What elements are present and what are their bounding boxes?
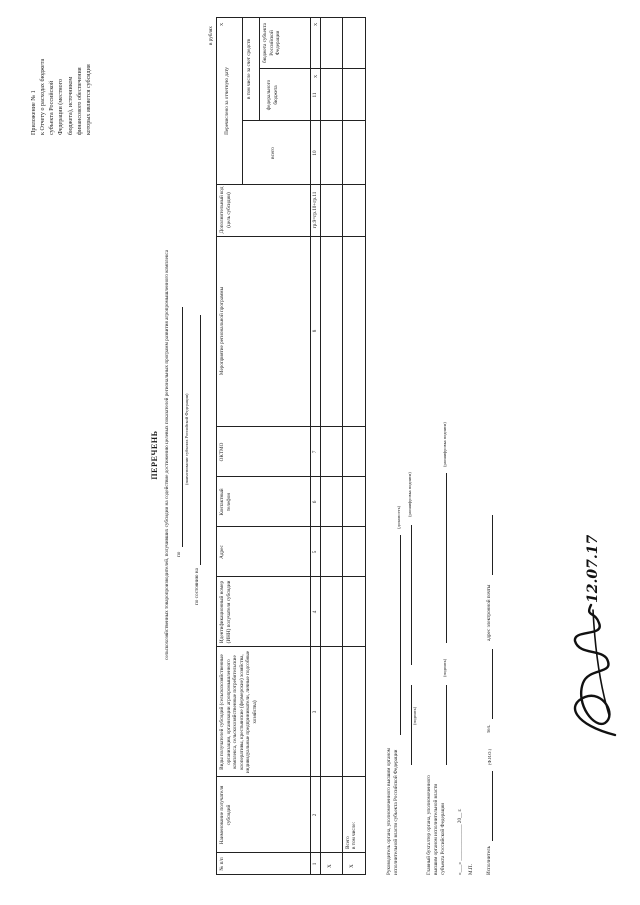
col-line bbox=[216, 776, 366, 777]
head-decoding-line bbox=[411, 525, 412, 665]
handwritten-date: 12.07.17 bbox=[585, 535, 601, 603]
as-of-line bbox=[200, 315, 201, 565]
appendix-line: которых является субсидия bbox=[85, 64, 92, 135]
head-position-line bbox=[400, 535, 401, 735]
col-line bbox=[216, 476, 366, 477]
col-number: гр.9=гр.10+гр.11 bbox=[312, 191, 318, 229]
col-number: 5 bbox=[312, 550, 318, 554]
executor-line bbox=[492, 771, 493, 841]
recipients-table bbox=[216, 17, 366, 875]
executor-label: Исполнитель bbox=[486, 845, 492, 875]
head-line: исполнительной власти субъекта Российской Федерации bbox=[393, 749, 399, 875]
accountant-line: высшим органом исполнительной власти bbox=[433, 783, 439, 875]
col-line bbox=[216, 576, 366, 577]
fio-label: (Ф.И.О.) bbox=[487, 748, 492, 765]
position-caption: (должность) bbox=[396, 505, 401, 529]
header-type: Виды получателей субсидий (сельскохозяйственные организации, организации агропромышленного комплекса, сельскохозяйственные потребительские кооперативы, крестьянские (фермерские) хозяйства, индивидуальные предприниматели, личные подсобные хозяйства) bbox=[219, 650, 258, 774]
corner-mark: X bbox=[219, 22, 224, 26]
accountant-line: субъекта Российской Федерации bbox=[440, 803, 446, 875]
header-name: Наименование получателя субсидий bbox=[219, 785, 232, 845]
col-number: 11 bbox=[312, 92, 318, 98]
email-line bbox=[492, 515, 493, 575]
header-measure: Мероприятие региональной программы bbox=[219, 286, 225, 376]
header-transferred: Перечислено за отчетную дату bbox=[224, 67, 230, 135]
appendix-line: субъекта Российской bbox=[49, 80, 56, 135]
corner-mark: X bbox=[313, 74, 318, 78]
date-line: «___» ______________ 20__ г. bbox=[457, 808, 463, 875]
header-regional: бюджета субъекта Российской Федерации bbox=[262, 23, 281, 63]
col-line bbox=[242, 120, 366, 121]
units-label: в рублях bbox=[208, 26, 214, 45]
col-number: 7 bbox=[312, 450, 318, 454]
col-line bbox=[216, 852, 366, 853]
handwritten-signature bbox=[545, 535, 640, 745]
header-total: всего bbox=[270, 147, 276, 159]
header-address: Адрес bbox=[219, 545, 225, 559]
accountant-signature-line bbox=[446, 685, 447, 765]
region-caption: (наименование субъекта Российской Федерации) bbox=[184, 393, 189, 485]
header-bottom-line bbox=[310, 17, 311, 875]
appendix-note bbox=[30, 15, 94, 135]
document-subtitle: сельскохозяйственных товаропроизводителей, получивших субсидии на содействие достижению целевых показателей региональных программ развития агропромышленного комплекса bbox=[164, 250, 170, 661]
col-number: 6 bbox=[312, 500, 318, 504]
header-split-2 bbox=[259, 17, 260, 121]
header-split-1 bbox=[242, 17, 243, 185]
total-label: Всего bbox=[345, 836, 351, 849]
table-border-top bbox=[216, 17, 217, 875]
col-line bbox=[216, 17, 366, 18]
row-marker: X bbox=[327, 864, 333, 868]
header-addcode: Дополнительный код (цель субсидии) bbox=[219, 186, 232, 234]
col-number: 2 bbox=[312, 813, 318, 817]
as-of-label: по состоянию на bbox=[194, 568, 200, 605]
header-federal: федерального бюджета bbox=[266, 79, 279, 111]
row-1-bottom-line bbox=[342, 17, 343, 875]
header-num: № п/п bbox=[219, 857, 225, 871]
row-marker: X bbox=[349, 864, 355, 868]
decoding-caption: (расшифровка подписи) bbox=[442, 422, 447, 467]
col-number: 8 bbox=[312, 329, 318, 333]
document-title: ПЕРЕЧЕНЬ bbox=[150, 430, 159, 480]
header-oktmo: ОКТМО bbox=[219, 442, 225, 462]
appendix-line: финансового обеспечения bbox=[76, 67, 83, 135]
col-number: 10 bbox=[312, 150, 318, 156]
seal-label: М.П. bbox=[468, 864, 474, 875]
appendix-line: Федерации (местного bbox=[58, 78, 65, 135]
signature-caption: (подпись) bbox=[442, 658, 447, 677]
col-line bbox=[216, 874, 366, 875]
email-label: адрес электронной почты bbox=[486, 584, 492, 641]
appendix-line: Приложение № 1 bbox=[31, 90, 37, 135]
head-signature-line bbox=[411, 685, 412, 765]
region-line bbox=[182, 307, 183, 547]
col-number: 1 bbox=[312, 862, 318, 866]
appendix-line: к Отчету о расходах бюджета bbox=[40, 58, 47, 135]
col-number: 4 bbox=[312, 610, 318, 614]
by-label: по bbox=[176, 551, 182, 557]
header-phone: Контактный телефон bbox=[219, 488, 232, 516]
signature-caption: (подпись) bbox=[412, 706, 417, 725]
total-including-label: в том числе: bbox=[351, 821, 357, 849]
table-border-bottom bbox=[365, 17, 366, 875]
accountant-decoding-line bbox=[446, 473, 447, 643]
corner-mark: X bbox=[313, 22, 318, 26]
col-line bbox=[216, 646, 366, 647]
header-including: в том числе за счет средств bbox=[246, 39, 252, 100]
head-line: Руководитель органа, уполномоченного высшим органом bbox=[386, 748, 392, 875]
col-line bbox=[216, 184, 366, 185]
col-line bbox=[259, 68, 366, 69]
decoding-caption: (расшифровка подписи) bbox=[407, 472, 412, 517]
header-inn: Идентификационный номер (ИНН) получателя субсидии bbox=[219, 580, 232, 644]
col-line bbox=[216, 526, 366, 527]
phone-line bbox=[492, 649, 493, 719]
col-line bbox=[216, 426, 366, 427]
col-line bbox=[216, 236, 366, 237]
accountant-line: Главный бухгалтер органа, уполномоченного bbox=[426, 775, 432, 875]
appendix-line: бюджета), источником bbox=[67, 76, 74, 135]
phone-label: тел. bbox=[486, 724, 492, 733]
colnum-bottom-line bbox=[320, 17, 321, 875]
col-number: 3 bbox=[312, 710, 318, 714]
